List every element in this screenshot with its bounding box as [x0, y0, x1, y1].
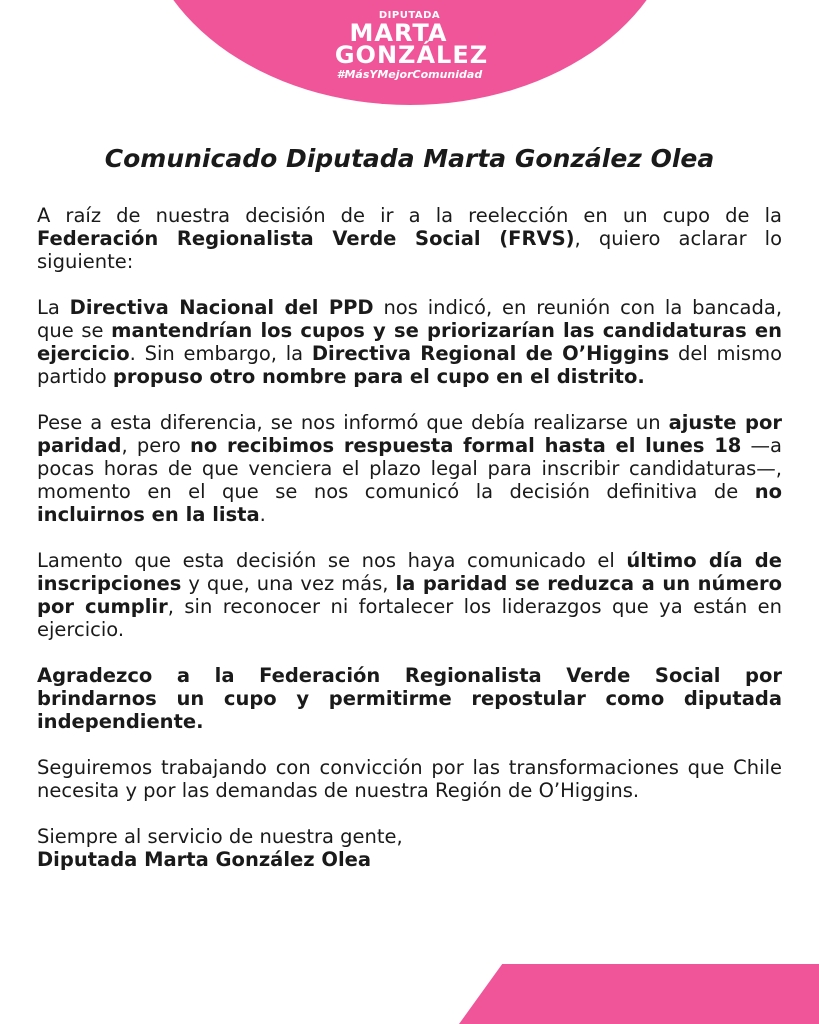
- p4-text-2: y que, una vez más,: [181, 572, 396, 595]
- paragraph-4: [37, 549, 782, 641]
- p4-text-1: Lamento que esta decisión se nos haya comunicado el: [37, 549, 627, 572]
- p3-bold-2: no recibimos respuesta formal hasta el lunes 18: [189, 434, 742, 457]
- paragraph-6: [37, 756, 782, 802]
- p1-text-2: , quiero aclarar lo siguiente:: [37, 227, 782, 273]
- p2-text-3: . Sin embargo, la: [129, 342, 312, 365]
- p4-text-3: , sin reconocer ni fortalecer los liderazgos que ya están en ejercicio.: [37, 595, 782, 641]
- p4-bold-1: último día de inscripciones: [37, 549, 782, 595]
- p2-bold-2: mantendrían los cupos y se priorizarían las candidaturas en ejercicio: [37, 319, 783, 365]
- paragraph-3: [37, 411, 782, 526]
- p2-bold-4: propuso otro nombre para el cupo en el distrito.: [112, 365, 645, 388]
- p2-text-1: La: [37, 296, 70, 319]
- p2-text-2: nos indicó, en reunión con la bancada, que se: [37, 296, 783, 342]
- statement-body: [37, 204, 782, 894]
- closing-line-1: Siempre al servicio de nuestra gente,: [37, 825, 403, 848]
- campaign-logo: [0, 10, 819, 83]
- paragraph-2: [37, 296, 782, 388]
- paragraph-1: [37, 204, 782, 273]
- p2-bold-1: Directiva Nacional del PPD: [69, 296, 374, 319]
- signature-name: Diputada Marta González Olea: [37, 848, 372, 871]
- p3-text-2: , pero: [121, 434, 190, 457]
- logo-label: DIPUTADA: [378, 10, 441, 21]
- p2-text-4: del mismo partido: [37, 342, 783, 388]
- logo-name-line2: GONZÁLEZ: [334, 41, 489, 69]
- p1-bold-1: Federación Regionalista Verde Social (FRVS): [37, 227, 575, 250]
- p3-text-4: .: [259, 503, 266, 526]
- p1-text-1: A raíz de nuestra decisión de ir a la reelección en un cupo de la: [37, 204, 782, 227]
- p3-bold-3: no incluirnos en la lista: [37, 480, 782, 526]
- p4-bold-2: la paridad se reduzca a un número por cumplir: [37, 572, 782, 618]
- logo-name-line1: MARTA: [349, 19, 448, 47]
- page-title: Comunicado Diputada Marta González Olea: [104, 144, 715, 173]
- logo-hashtag: #MásYMejorComunidad: [336, 68, 483, 81]
- p3-bold-1: ajuste por paridad: [37, 411, 782, 457]
- closing: [37, 825, 782, 871]
- p5-bold-1: Agradezco a la Federación Regionalista Verde Social por brindarnos un cupo y permitirme repostular como diputada independiente.: [37, 664, 782, 733]
- paragraph-5: [37, 664, 782, 733]
- p6-text-1: Seguiremos trabajando con convicción por las transformaciones que Chile necesita y por las demandas de nuestra Región de O’Higgins.: [37, 756, 782, 802]
- p3-text-3: —a pocas horas de que venciera el plazo legal para inscribir candidaturas—, momento en el que se nos comunicó la decisión definitiva de: [37, 434, 782, 503]
- p2-bold-3: Directiva Regional de O’Higgins: [311, 342, 670, 365]
- footer-pink-corner: [459, 964, 819, 1024]
- p3-text-1: Pese a esta diferencia, se nos informó que debía realizarse un: [37, 411, 669, 434]
